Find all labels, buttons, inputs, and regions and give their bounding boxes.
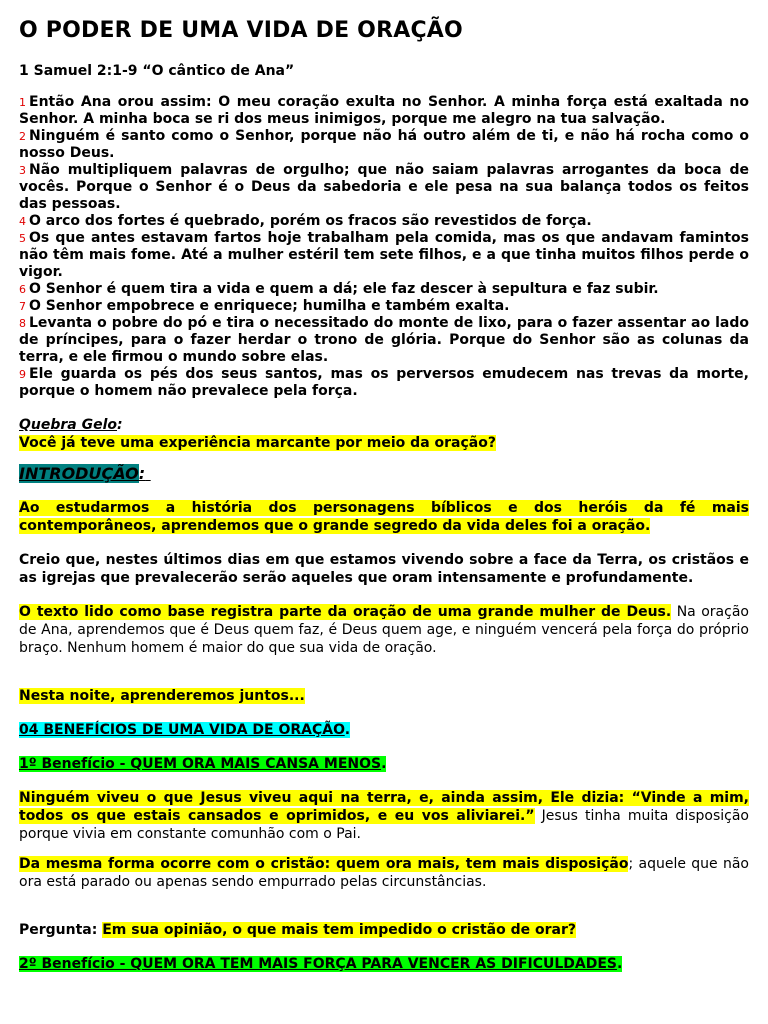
intro-paragraph-3: O texto lido como base registra parte da oração de uma grande mulher de Deus. Na oração de Ana, aprendemos que é Deus quem faz, é Deus quem age, e ninguém vencerá pela força do próprio braço. Nenhum homem é maior do que sua vida de oração.: [19, 604, 749, 656]
verse-number: 3: [19, 164, 26, 177]
verse-text: Ninguém é santo como o Senhor, porque não há outro além de ti, e não há rocha como o nosso Deus.: [19, 128, 749, 161]
tonight-line: Nesta noite, aprenderemos juntos...: [19, 688, 305, 704]
verse-item: [19, 213, 749, 230]
benefit-1-paragraph-2: Da mesma forma ocorre com o cristão: quem ora mais, tem mais disposição; aquele que não ora está parado ou apenas sendo empurrado pelas circunstâncias.: [19, 856, 749, 890]
benefits-heading: 04 BENEFÍCIOS DE UMA VIDA DE ORAÇÃO.: [19, 722, 351, 738]
verse-item: [19, 230, 749, 281]
verse-list: [19, 94, 749, 400]
verse-number: 5: [19, 232, 26, 245]
verse-text: Levanta o pobre do pó e tira o necessitado do monte de lixo, para o fazer assentar ao lado de príncipes, para o fazer herdar o trono de glória. Porque do Senhor são as colunas da terra, e ele firmou o mundo sobre elas.: [19, 315, 749, 365]
verse-text: O Senhor empobrece e enriquece; humilha e também exalta.: [29, 298, 510, 314]
intro-paragraph-2: Creio que, nestes últimos dias em que estamos vivendo sobre a face da Terra, os cristãos e as igrejas que prevalecerão serão aqueles que oram intensamente e profundamente.: [19, 552, 749, 586]
verse-number: 2: [19, 130, 26, 143]
verse-number: 8: [19, 317, 26, 330]
benefit-2-heading: 2º Benefício - QUEM ORA TEM MAIS FORÇA PARA VENCER AS DIFICULDADES.: [19, 956, 623, 972]
verse-text: O Senhor é quem tira a vida e quem a dá; ele faz descer à sepultura e faz subir.: [29, 281, 659, 297]
intro-paragraph-1: Ao estudarmos a história dos personagens bíblicos e dos heróis da fé mais contemporâneos, aprendemos que o grande segredo da vida deles foi a oração.: [19, 500, 749, 534]
icebreaker-section: [19, 416, 749, 452]
icebreaker-label: Quebra Gelo:: [19, 417, 123, 433]
verse-item: [19, 366, 749, 400]
benefit-1-heading: 1º Benefício - QUEM ORA MAIS CANSA MENOS.: [19, 756, 387, 772]
verse-item: [19, 162, 749, 213]
verse-number: 1: [19, 96, 26, 109]
icebreaker-question: Você já teve uma experiência marcante por meio da oração?: [19, 435, 496, 451]
verse-text: Os que antes estavam fartos hoje trabalham pela comida, mas os que andavam famintos não têm mais fome. Até a mulher estéril tem sete filhos, e a que tinha muitos filhos perde o vigor.: [19, 230, 749, 280]
verse-item: [19, 315, 749, 366]
verse-number: 7: [19, 300, 26, 313]
question-line: Pergunta: Em sua opinião, o que mais tem impedido o cristão de orar?: [19, 922, 576, 938]
verse-text: Não multipliquem palavras de orgulho; que não saiam palavras arrogantes da boca de vocês. Porque o Senhor é o Deus da sabedoria e ele pesa na sua balança todos os feitos das pessoas.: [19, 162, 749, 212]
intro-heading: INTRODUÇÃO:: [19, 464, 146, 483]
verse-number: 9: [19, 368, 26, 381]
scripture-reference: 1 Samuel 2:1-9 “O cântico de Ana”: [19, 63, 295, 79]
verse-item: [19, 281, 749, 298]
verse-text: O arco dos fortes é quebrado, porém os fracos são revestidos de força.: [29, 213, 592, 229]
verse-item: [19, 298, 749, 315]
verse-item: [19, 94, 749, 128]
benefit-1-paragraph-1: Ninguém viveu o que Jesus viveu aqui na terra, e, ainda assim, Ele dizia: “Vinde a mim, todos os que estais cansados e oprimidos, e eu vos aliviarei.” Jesus tinha muita disposição porque vivia em constante comunhão com o Pai.: [19, 790, 749, 842]
page-title: O PODER DE UMA VIDA DE ORAÇÃO: [19, 18, 463, 43]
verse-text: Ele guarda os pés dos seus santos, mas os perversos emudecem nas trevas da morte, porque o homem não prevalece pela força.: [19, 366, 749, 399]
verse-number: 4: [19, 215, 26, 228]
verse-text: Então Ana orou assim: O meu coração exulta no Senhor. A minha força está exaltada no Senhor. A minha boca se ri dos meus inimigos, porque me alegro na tua salvação.: [19, 94, 749, 127]
verse-item: [19, 128, 749, 162]
verse-number: 6: [19, 283, 26, 296]
